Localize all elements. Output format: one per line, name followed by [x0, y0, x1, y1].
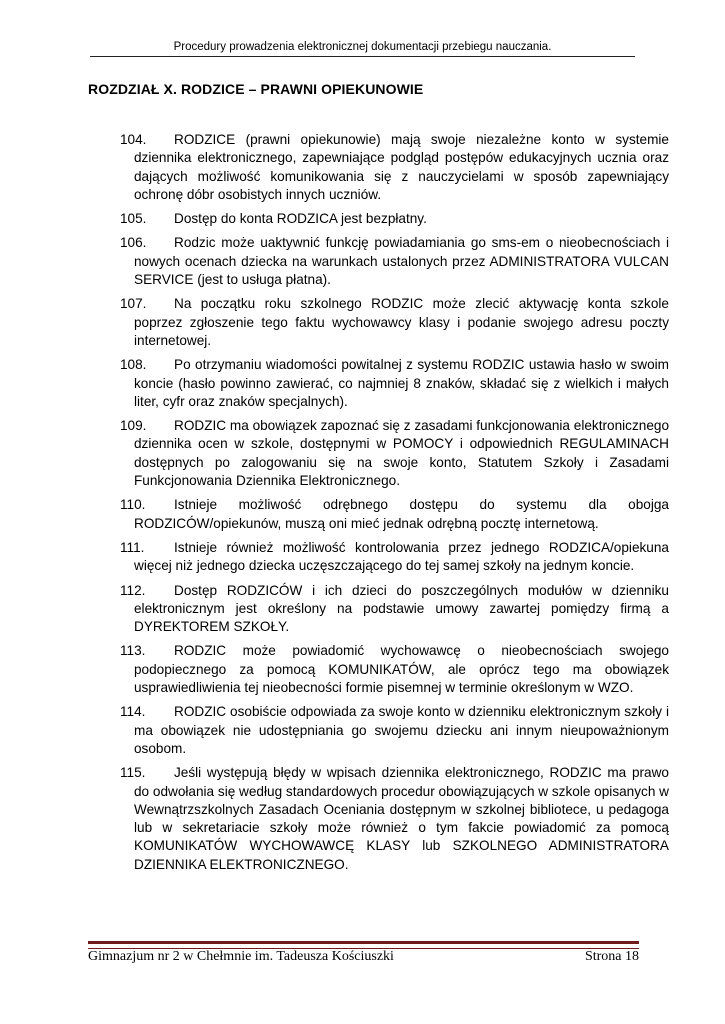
page-header: Procedury prowadzenia elektronicznej dokumentacji przebiegu nauczania.	[90, 41, 635, 57]
clause-number: 106.	[120, 235, 147, 251]
clause-105	[120, 210, 669, 228]
clause-text: Istnieje możliwość odrębnego dostępu do systemu dla obojga RODZICÓW/opiekunów, muszą oni mieć jednak odrębną pocztę internetową.	[134, 497, 669, 531]
clause-109	[120, 417, 669, 490]
clause-number: 109.	[120, 418, 147, 434]
clause-text: Rodzic może uaktywnić funkcję powiadamiania go sms-em o nieobecnościach i nowych ocenach dziecka na warunkach ustalonych przez ADMINISTRATORA VULCAN SERVICE (jest to usługa płatna).	[134, 235, 669, 288]
clause-104	[120, 131, 669, 204]
clause-text: Dostęp RODZICÓW i ich dzieci do poszczególnych modułów w dzienniku elektronicznym jest określony na podstawie umowy zawartej pomiędzy firmą a DYREKTOREM SZKOŁY.	[134, 582, 669, 635]
clause-text: Jeśli występują błędy w wpisach dziennika elektronicznego, RODZIC ma prawo do odwołania się według standardowych procedur obowiązujących w szkole opisanych w Wewnątrzszkolnych Zasadach Oceniania dostępnym w szkolnej bibliotece, u pedagoga lub w sekretariacie szkoły może również o tym fakcie powiadomić za pomocą KOMUNIKATÓW WYCHOWAWCĘ KLASY lub SZKOLNEGO ADMINISTRATORA DZIENNIKA ELEKTRONICZNEGO.	[134, 765, 669, 872]
clause-text: Istnieje również możliwość kontrolowania przez jednego RODZICA/opiekuna więcej niż jednego dziecka uczęszczającego do tej samej szkoły na jednym koncie.	[134, 539, 669, 574]
clause-115	[120, 764, 669, 874]
clause-108	[120, 356, 669, 411]
chapter-title: ROZDZIAŁ X. RODZICE – PRAWNI OPIEKUNOWIE	[88, 81, 424, 97]
clause-number: 115.	[120, 765, 146, 781]
clause-number: 105.	[120, 211, 147, 227]
clause-number: 104.	[120, 132, 147, 147]
footer-divider	[88, 941, 639, 949]
clause-number: 107.	[120, 296, 147, 312]
clause-number: 108.	[120, 357, 147, 373]
clause-text: RODZICE (prawni opiekunowie) mają swoje niezależne konto w systemie dziennika elektronicznego, zapewniające podgląd postępów edukacyjnych ucznia oraz dających możliwość komunikowania się z nauczycielami w sposób zapewniający ochronę dóbr osobistych innych uczniów.	[134, 132, 669, 202]
clause-111	[120, 539, 669, 576]
clause-text: RODZIC osobiście odpowiada za swoje konto w dzienniku elektronicznym szkoły i ma obowiązek nie udostępniania go swojemu dziecku ani innym nieupoważnionym osobom.	[134, 704, 669, 756]
clause-110	[120, 496, 669, 533]
clause-number: 113.	[120, 643, 146, 659]
clause-text: RODZIC może powiadomić wychowawcę o nieobecnościach swojego podopiecznego za pomocą KOMUNIKATÓW, ale oprócz tego ma obowiązek usprawiedliwienia tej nieobecności formie pisemnej w terminie określonym w WZO.	[134, 643, 669, 696]
clause-text: Po otrzymaniu wiadomości powitalnej z systemu RODZIC ustawia hasło w swoim koncie (hasło powinno zawierać, co najmniej 8 znaków, składać się z wielkich i małych liter, cyfr oraz znaków specjalnych).	[134, 357, 669, 409]
clause-number: 110.	[120, 497, 146, 513]
clause-text: Na początku roku szkolnego RODZIC może zlecić aktywację konta szkole poprzez zgłoszenie tego faktu wychowawcy klasy i podanie swojego adresu poczty internetowej.	[134, 296, 669, 348]
clause-number: 111.	[120, 539, 145, 555]
clause-112	[120, 582, 669, 637]
footer-page-number: Strona 18	[584, 949, 639, 964]
clause-text: Dostęp do konta RODZICA jest bezpłatny.	[174, 211, 427, 227]
clause-113	[120, 642, 669, 697]
clause-number: 112.	[120, 582, 146, 598]
footer-school-name: Gimnazjum nr 2 w Chełmnie im. Tadeusza Kościuszki	[88, 949, 394, 964]
clause-107	[120, 295, 669, 350]
clause-106	[120, 234, 669, 289]
clause-number: 114.	[120, 704, 146, 720]
clause-list	[120, 131, 669, 880]
clause-text: RODZIC ma obowiązek zapoznać się z zasadami funkcjonowania elektronicznego dziennika ocen w szkole, dostępnymi w POMOCY i odpowiednich REGULAMINACH dostępnych po zalogowaniu się na swoje konto, Statutem Szkoły i Zasadami Funkcjonowania Dziennika Elektronicznego.	[134, 418, 669, 489]
clause-114	[120, 703, 669, 758]
